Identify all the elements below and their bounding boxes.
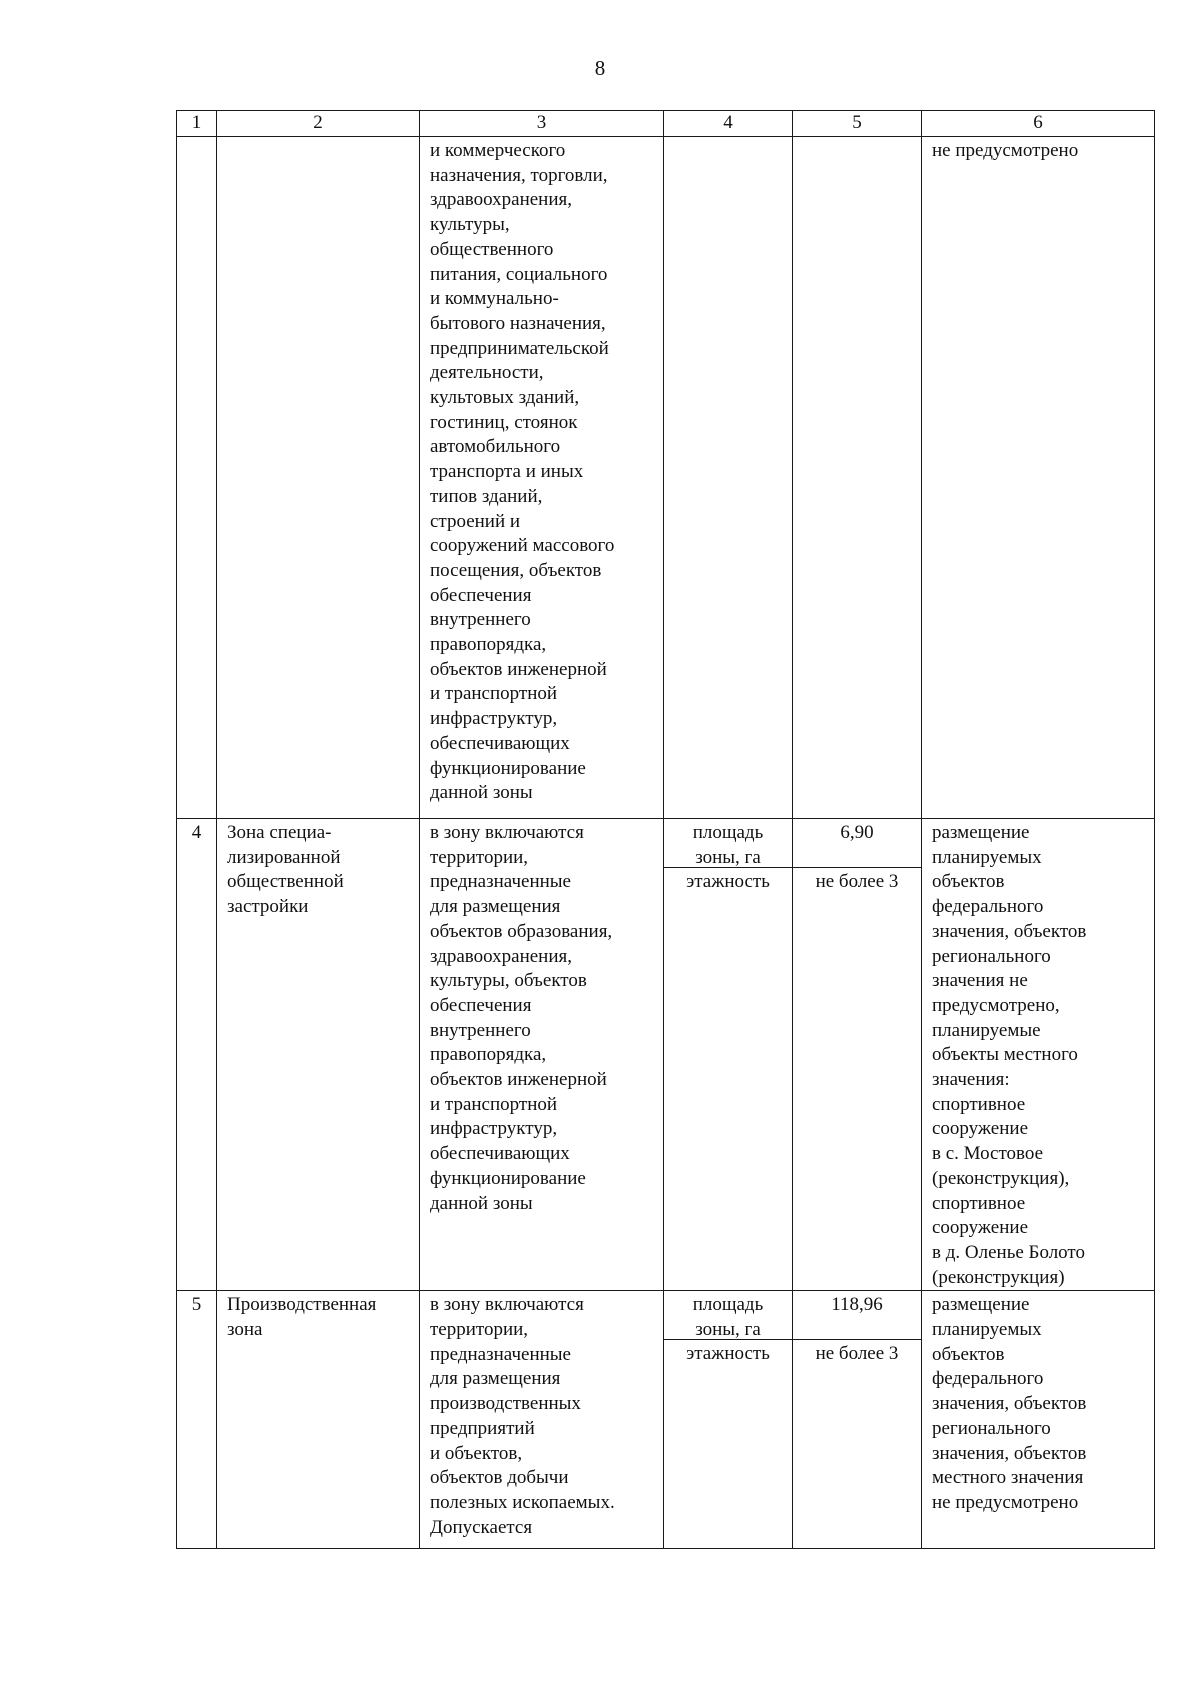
parameter-value-cell <box>793 819 922 1291</box>
zone-name: Зона специа- лизированной общественной застройки <box>217 819 420 1291</box>
parameter-name-cell <box>664 1291 793 1549</box>
column-header-1: 1 <box>177 111 217 137</box>
zone-description: в зону включаются территории, предназначенные для размещения объектов образования, здравоохранения, культуры, объектов обеспечения внутреннего правопорядка, объектов инженерной и транспортной инфраструктур, обеспечивающих функционирование данной зоны <box>420 819 664 1291</box>
zone-name: Производственная зона <box>217 1291 420 1549</box>
table-row <box>177 137 1155 819</box>
table-row <box>177 1291 1155 1549</box>
column-header-4: 4 <box>664 111 793 137</box>
column-header-6: 6 <box>922 111 1155 137</box>
parameter-name-cell <box>664 819 793 1291</box>
parameter-value-cell <box>793 137 922 819</box>
column-header-2: 2 <box>217 111 420 137</box>
parameter-floors-label: этажность <box>686 1343 770 1365</box>
parameter-area-label: площадь зоны, га <box>664 1291 792 1340</box>
parameter-area-value: 118,96 <box>793 1291 921 1340</box>
table-row <box>177 819 1155 1291</box>
zones-table <box>176 110 1155 1549</box>
row-number <box>177 137 217 819</box>
row-number: 5 <box>177 1291 217 1549</box>
column-header-5: 5 <box>793 111 922 137</box>
zone-description: и коммерческого назначения, торговли, здравоохранения, культуры, общественного питания, социального и коммунально- бытового назначения, предпринимательской деятельности, культовых зданий, гостиниц, стоянок автомобильного транспорта и иных типов зданий, строений и сооружений массового посещения, объектов обеспечения внутреннего правопорядка, объектов инженерной и транспортной инфраструктур, обеспечивающих функционирование данной зоны <box>420 137 664 819</box>
row-number: 4 <box>177 819 217 1291</box>
parameter-floors-value: не более 3 <box>815 871 899 892</box>
parameter-name-cell <box>664 137 793 819</box>
planned-objects: размещение планируемых объектов федерального значения, объектов регионального значения не предусмотрено, планируемые объекты местного значения: спортивное сооружение в с. Мостовое (реконструкция), спортивное сооружение в д. Оленье Болото (реконструкция) <box>922 819 1155 1291</box>
zone-description: в зону включаются территории, предназначенные для размещения производственных предприятий и объектов, объектов добычи полезных ископаемых. Допускается <box>420 1291 664 1549</box>
parameter-floors-label: этажность <box>686 871 770 892</box>
parameter-area-value: 6,90 <box>793 819 921 868</box>
zone-name <box>217 137 420 819</box>
parameter-area-label: площадь зоны, га <box>664 819 792 868</box>
column-header-3: 3 <box>420 111 664 137</box>
page-number: 8 <box>594 56 606 80</box>
parameter-value-cell <box>793 1291 922 1549</box>
planned-objects: не предусмотрено <box>922 137 1155 819</box>
planned-objects: размещение планируемых объектов федерального значения, объектов регионального значения, объектов местного значения не предусмотрено <box>922 1291 1155 1549</box>
table-header-row <box>177 111 1155 137</box>
parameter-floors-value: не более 3 <box>815 1343 899 1365</box>
